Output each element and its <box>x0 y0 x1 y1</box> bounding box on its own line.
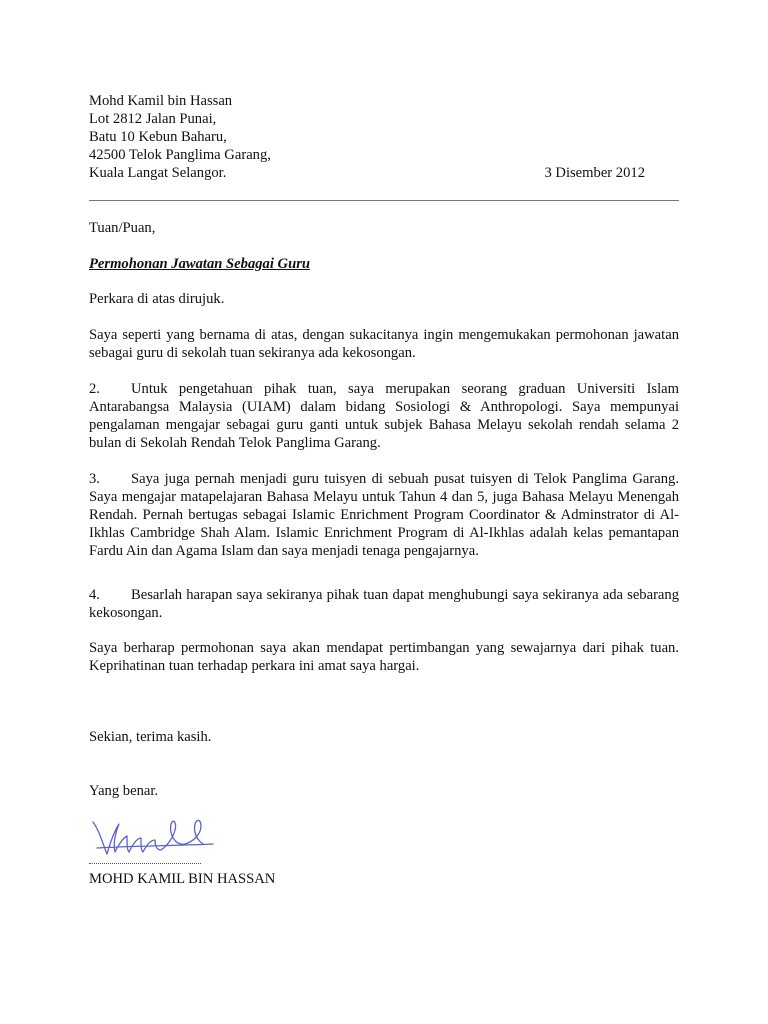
paragraph-2 <box>89 380 679 452</box>
paragraph-text: Untuk pengetahuan pihak tuan, saya merupakan seorang graduan Universiti Islam Antarabangsa Malaysia (UIAM) dalam bidang Sosiologi & Anthropologi. Saya mempunyai pengalaman mengajar sebagai guru ganti untuk subjek Bahasa Melayu sekolah rendah selama 2 bulan di Sekolah Rendah Telok Panglima Garang. <box>89 381 679 451</box>
signatory-name: MOHD KAMIL BIN HASSAN <box>89 871 276 887</box>
paragraph-number: 2. <box>89 381 100 397</box>
address-line-1: Lot 2812 Jalan Punai, <box>89 111 217 127</box>
closing-line: Sekian, terima kasih. <box>89 729 212 745</box>
subject-text: Permohonan Jawatan Sebagai Guru <box>89 256 310 272</box>
intro-paragraph: Saya seperti yang bernama di atas, dengan sukacitanya ingin mengemukakan permohonan jawatan sebagai guru di sekolah tuan sekiranya ada kekosongan. <box>89 327 679 361</box>
sign-off: Yang benar. <box>89 783 159 799</box>
subject-line <box>89 255 679 273</box>
address-line-3: 42500 Telok Panglima Garang, <box>89 147 271 163</box>
address-line-4: Kuala Langat Selangor. <box>89 165 227 181</box>
header-divider <box>89 200 679 201</box>
signature-image <box>89 800 221 866</box>
letter-date: 3 Disember 2012 <box>544 165 645 181</box>
sender-name: Mohd Kamil bin Hassan <box>89 93 233 109</box>
paragraph-4 <box>89 586 679 622</box>
paragraph-text: Besarlah harapan saya sekiranya pihak tuan dapat menghubungi saya sekiranya ada sebarang kekosongan. <box>89 587 679 621</box>
paragraph-text: Saya juga pernah menjadi guru tuisyen di sebuah pusat tuisyen di Telok Panglima Garang. Saya mengajar matapelajaran Bahasa Melayu untuk Tahun 4 dan 5, juga Bahasa Melayu Menengah Rendah. Pernah bertugas sebagai Islamic Enrichment Program Coordinator & Adminstrator di Al-Ikhlas Cambridge Shah Alam. Islamic Enrichment Program di Al-Ikhlas adalah kelas pemantapan Fardu Ain dan Agama Islam dan saya menjadi tenaga pengajarnya. <box>89 471 679 559</box>
address-line-2: Batu 10 Kebun Baharu, <box>89 129 227 145</box>
reference-line: Perkara di atas dirujuk. <box>89 291 225 307</box>
signature-dotted-line <box>89 863 201 864</box>
salutation: Tuan/Puan, <box>89 220 156 236</box>
closing-paragraph: Saya berharap permohonan saya akan mendapat pertimbangan yang sewajarnya dari pihak tuan. Keprihatinan tuan terhadap perkara ini amat saya hargai. <box>89 640 679 674</box>
paragraph-number: 3. <box>89 471 100 487</box>
sender-address-block <box>89 92 679 182</box>
letter-page <box>89 0 679 1024</box>
paragraph-number: 4. <box>89 587 100 603</box>
paragraph-3 <box>89 470 679 560</box>
address-line-4-row <box>89 164 679 182</box>
